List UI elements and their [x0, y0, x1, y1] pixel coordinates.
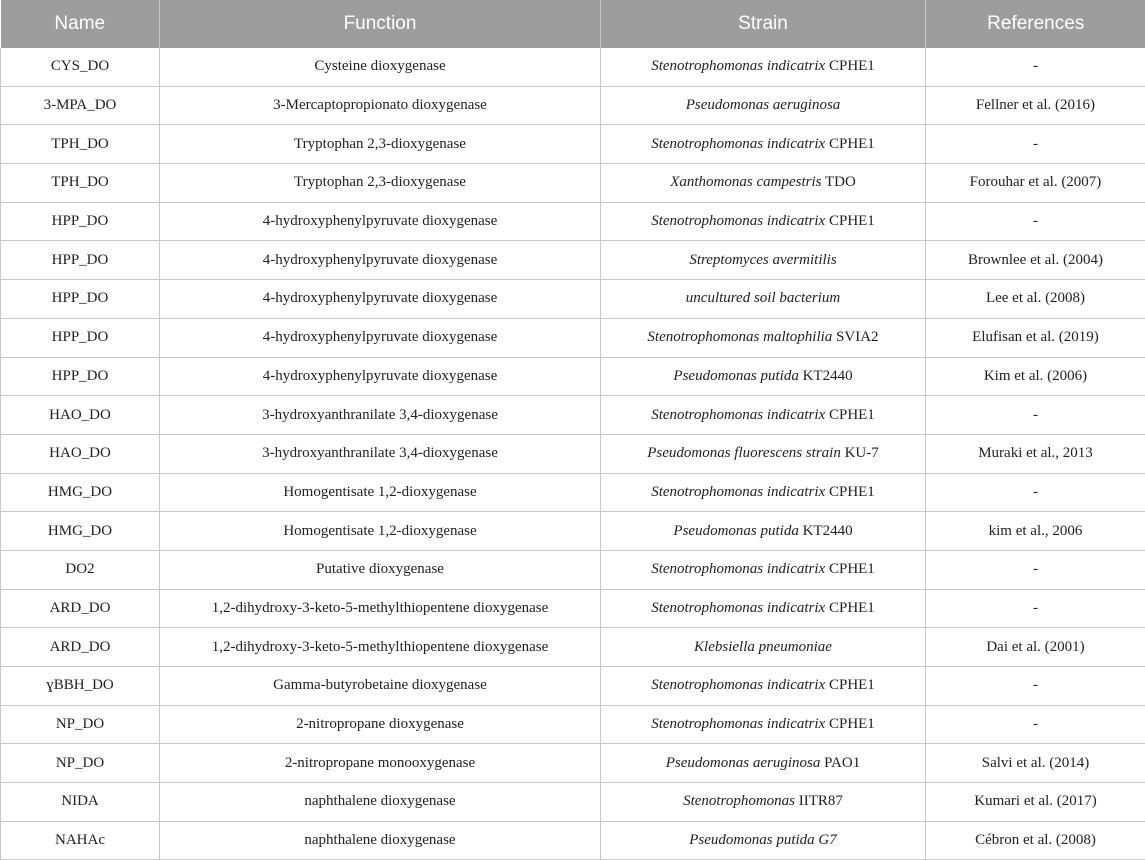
cell-function [160, 783, 601, 822]
strain-id: CPHE1 [825, 561, 875, 577]
name-text: HAO_DO [49, 407, 111, 423]
table-row [1, 628, 1145, 667]
function-text: 3-hydroxyanthranilate 3,4-dioxygenase [262, 445, 498, 461]
header-references: References [926, 0, 1145, 48]
cell-strain [601, 628, 926, 667]
cell-reference [926, 86, 1145, 125]
strain-species: uncultured soil bacterium [686, 290, 840, 306]
function-text: 4-hydroxyphenylpyruvate dioxygenase [263, 290, 498, 306]
cell-name [1, 48, 160, 86]
strain-species: Stenotrophomonas indicatrix [651, 677, 825, 693]
cell-strain [601, 667, 926, 706]
reference-text: - [1033, 716, 1038, 732]
cell-function [160, 705, 601, 744]
cell-reference [926, 280, 1145, 319]
name-text: HPP_DO [52, 329, 109, 345]
cell-strain [601, 434, 926, 473]
strain-species: Stenotrophomonas indicatrix [651, 600, 825, 616]
strain-species: Stenotrophomonas [683, 793, 795, 809]
cell-strain [601, 396, 926, 435]
name-text: ɣBBH_DO [46, 677, 114, 693]
table-row [1, 164, 1145, 203]
function-text: Tryptophan 2,3-dioxygenase [294, 136, 466, 152]
name-text: NP_DO [56, 716, 104, 732]
cell-name [1, 202, 160, 241]
cell-strain [601, 783, 926, 822]
reference-text: Cébron et al. (2008) [975, 832, 1096, 848]
strain-species: Stenotrophomonas indicatrix [651, 561, 825, 577]
cell-strain [601, 86, 926, 125]
reference-text: Elufisan et al. (2019) [972, 329, 1099, 345]
reference-text: - [1033, 600, 1038, 616]
name-text: NP_DO [56, 755, 104, 771]
name-text: ARD_DO [50, 600, 111, 616]
function-text: naphthalene dioxygenase [304, 793, 455, 809]
reference-text: - [1033, 213, 1038, 229]
cell-reference [926, 589, 1145, 628]
strain-species: Stenotrophomonas indicatrix [651, 58, 825, 74]
cell-name [1, 434, 160, 473]
cell-name [1, 783, 160, 822]
table-row [1, 473, 1145, 512]
function-text: Tryptophan 2,3-dioxygenase [294, 174, 466, 190]
strain-id: CPHE1 [825, 58, 875, 74]
cell-name [1, 512, 160, 551]
cell-function [160, 86, 601, 125]
table-row [1, 241, 1145, 280]
name-text: DO2 [65, 561, 94, 577]
cell-name [1, 357, 160, 396]
cell-reference [926, 705, 1145, 744]
name-text: HPP_DO [52, 252, 109, 268]
cell-function [160, 357, 601, 396]
strain-id: TDO [821, 174, 855, 190]
table-row [1, 125, 1145, 164]
table-row [1, 396, 1145, 435]
cell-function [160, 512, 601, 551]
strain-id: CPHE1 [825, 136, 875, 152]
name-text: HMG_DO [48, 523, 112, 539]
function-text: 4-hydroxyphenylpyruvate dioxygenase [263, 252, 498, 268]
cell-reference [926, 783, 1145, 822]
function-text: naphthalene dioxygenase [304, 832, 455, 848]
function-text: Homogentisate 1,2-dioxygenase [283, 523, 476, 539]
function-text: 4-hydroxyphenylpyruvate dioxygenase [263, 213, 498, 229]
cell-function [160, 589, 601, 628]
cell-strain [601, 821, 926, 860]
table-row [1, 434, 1145, 473]
strain-id: CPHE1 [825, 484, 875, 500]
cell-name [1, 589, 160, 628]
cell-name [1, 241, 160, 280]
name-text: HAO_DO [49, 445, 111, 461]
function-text: 2-nitropropane dioxygenase [296, 716, 464, 732]
cell-reference [926, 241, 1145, 280]
table-row [1, 86, 1145, 125]
strain-id: PAO1 [820, 755, 860, 771]
cell-reference [926, 357, 1145, 396]
cell-reference [926, 434, 1145, 473]
cell-reference [926, 473, 1145, 512]
cell-name [1, 628, 160, 667]
reference-text: - [1033, 484, 1038, 500]
table-header [1, 0, 1145, 48]
strain-id: SVIA2 [832, 329, 878, 345]
name-text: NAHAc [55, 832, 105, 848]
strain-species: Pseudomonas putida G7 [689, 832, 837, 848]
strain-id: CPHE1 [825, 600, 875, 616]
strain-id: CPHE1 [825, 407, 875, 423]
function-text: 1,2-dihydroxy-3-keto-5-methylthiopentene dioxygenase [212, 639, 549, 655]
cell-strain [601, 512, 926, 551]
function-text: 3-Mercaptopropionato dioxygenase [273, 97, 487, 113]
cell-name [1, 86, 160, 125]
reference-text: Fellner et al. (2016) [976, 97, 1095, 113]
strain-id: IITR87 [795, 793, 843, 809]
cell-name [1, 667, 160, 706]
cell-reference [926, 550, 1145, 589]
table-row [1, 589, 1145, 628]
cell-strain [601, 280, 926, 319]
strain-species: Pseudomonas aeruginosa [686, 97, 841, 113]
cell-name [1, 744, 160, 783]
function-text: 1,2-dihydroxy-3-keto-5-methylthiopentene dioxygenase [212, 600, 549, 616]
reference-text: Salvi et al. (2014) [982, 755, 1089, 771]
strain-species: Pseudomonas fluorescens strain [647, 445, 841, 461]
cell-function [160, 434, 601, 473]
cell-function [160, 125, 601, 164]
name-text: NIDA [61, 793, 99, 809]
table-row [1, 280, 1145, 319]
strain-id: KT2440 [799, 368, 853, 384]
function-text: Homogentisate 1,2-dioxygenase [283, 484, 476, 500]
cell-strain [601, 125, 926, 164]
strain-id: CPHE1 [825, 677, 875, 693]
reference-text: Kim et al. (2006) [984, 368, 1087, 384]
cell-strain [601, 241, 926, 280]
table-row [1, 202, 1145, 241]
cell-name [1, 280, 160, 319]
strain-species: Streptomyces avermitilis [689, 252, 836, 268]
table-row [1, 512, 1145, 551]
cell-strain [601, 473, 926, 512]
function-text: Gamma-butyrobetaine dioxygenase [273, 677, 487, 693]
cell-strain [601, 550, 926, 589]
reference-text: Brownlee et al. (2004) [968, 252, 1103, 268]
name-text: CYS_DO [51, 58, 109, 74]
name-text: TPH_DO [51, 174, 109, 190]
table-row [1, 705, 1145, 744]
cell-reference [926, 202, 1145, 241]
cell-name [1, 164, 160, 203]
cell-function [160, 744, 601, 783]
strain-id: CPHE1 [825, 716, 875, 732]
function-text: 4-hydroxyphenylpyruvate dioxygenase [263, 368, 498, 384]
cell-strain [601, 744, 926, 783]
cell-function [160, 550, 601, 589]
reference-text: kim et al., 2006 [989, 523, 1083, 539]
cell-strain [601, 202, 926, 241]
cell-reference [926, 318, 1145, 357]
cell-name [1, 473, 160, 512]
name-text: HPP_DO [52, 213, 109, 229]
reference-text: Dai et al. (2001) [986, 639, 1084, 655]
strain-species: Pseudomonas aeruginosa [666, 755, 821, 771]
cell-reference [926, 125, 1145, 164]
cell-function [160, 396, 601, 435]
strain-species: Stenotrophomonas indicatrix [651, 407, 825, 423]
cell-reference [926, 48, 1145, 86]
table-row [1, 744, 1145, 783]
strain-species: Stenotrophomonas indicatrix [651, 716, 825, 732]
strain-species: Stenotrophomonas indicatrix [651, 213, 825, 229]
function-text: Putative dioxygenase [316, 561, 444, 577]
name-text: 3-MPA_DO [44, 97, 117, 113]
name-text: TPH_DO [51, 136, 109, 152]
function-text: 2-nitropropane monooxygenase [285, 755, 475, 771]
strain-id: KT2440 [799, 523, 853, 539]
cell-strain [601, 357, 926, 396]
reference-text: - [1033, 561, 1038, 577]
cell-reference [926, 821, 1145, 860]
cell-reference [926, 628, 1145, 667]
name-text: ARD_DO [50, 639, 111, 655]
cell-name [1, 705, 160, 744]
reference-text: - [1033, 58, 1038, 74]
header-function: Function [160, 0, 601, 48]
cell-function [160, 280, 601, 319]
table-row [1, 550, 1145, 589]
strain-species: Klebsiella pneumoniae [694, 639, 832, 655]
reference-text: Kumari et al. (2017) [974, 793, 1096, 809]
strain-id: KU-7 [841, 445, 879, 461]
cell-function [160, 628, 601, 667]
table-row [1, 821, 1145, 860]
strain-species: Pseudomonas putida [673, 368, 798, 384]
reference-text: Forouhar et al. (2007) [970, 174, 1102, 190]
cell-name [1, 821, 160, 860]
cell-reference [926, 396, 1145, 435]
function-text: Cysteine dioxygenase [314, 58, 445, 74]
strain-species: Stenotrophomonas indicatrix [651, 136, 825, 152]
reference-text: - [1033, 136, 1038, 152]
reference-text: - [1033, 407, 1038, 423]
table-row [1, 357, 1145, 396]
function-text: 3-hydroxyanthranilate 3,4-dioxygenase [262, 407, 498, 423]
header-name: Name [1, 0, 160, 48]
cell-strain [601, 589, 926, 628]
cell-strain [601, 164, 926, 203]
reference-text: Lee et al. (2008) [986, 290, 1085, 306]
strain-species: Xanthomonas campestris [670, 174, 821, 190]
cell-reference [926, 667, 1145, 706]
cell-name [1, 125, 160, 164]
cell-strain [601, 318, 926, 357]
reference-text: - [1033, 677, 1038, 693]
cell-name [1, 396, 160, 435]
cell-strain [601, 705, 926, 744]
name-text: HPP_DO [52, 368, 109, 384]
cell-reference [926, 164, 1145, 203]
strain-species: Stenotrophomonas maltophilia [647, 329, 832, 345]
table-row [1, 783, 1145, 822]
cell-function [160, 821, 601, 860]
cell-name [1, 318, 160, 357]
function-text: 4-hydroxyphenylpyruvate dioxygenase [263, 329, 498, 345]
strain-id: CPHE1 [825, 213, 875, 229]
header-row [1, 0, 1145, 48]
cell-function [160, 667, 601, 706]
cell-function [160, 48, 601, 86]
strain-species: Stenotrophomonas indicatrix [651, 484, 825, 500]
cell-function [160, 473, 601, 512]
name-text: HMG_DO [48, 484, 112, 500]
cell-function [160, 241, 601, 280]
cell-strain [601, 48, 926, 86]
cell-name [1, 550, 160, 589]
table-row [1, 318, 1145, 357]
header-strain: Strain [601, 0, 926, 48]
table-row [1, 667, 1145, 706]
cell-reference [926, 744, 1145, 783]
table-body [1, 48, 1145, 860]
table-row [1, 48, 1145, 86]
name-text: HPP_DO [52, 290, 109, 306]
cell-reference [926, 512, 1145, 551]
cell-function [160, 318, 601, 357]
cell-function [160, 202, 601, 241]
reference-text: Muraki et al., 2013 [978, 445, 1093, 461]
cell-function [160, 164, 601, 203]
strain-species: Pseudomonas putida [673, 523, 798, 539]
